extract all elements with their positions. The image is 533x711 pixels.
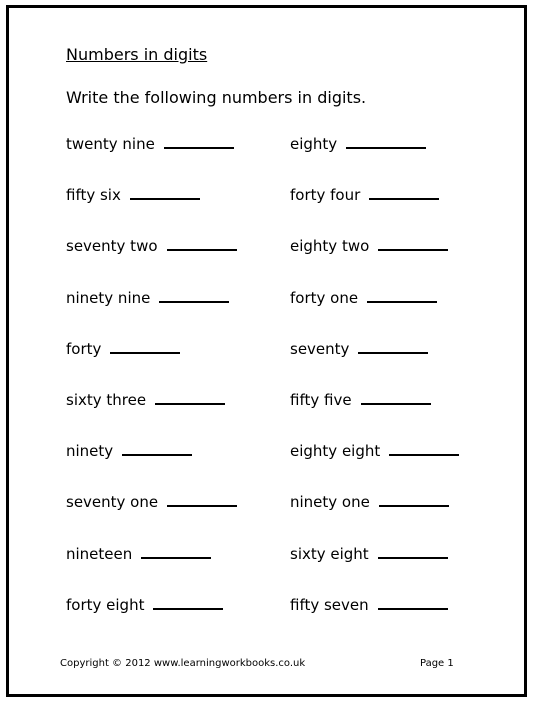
left-item bbox=[66, 237, 237, 255]
number-word: fifty seven bbox=[290, 596, 369, 614]
answer-blank[interactable] bbox=[153, 608, 223, 610]
number-word: ninety bbox=[66, 442, 114, 460]
left-item bbox=[66, 545, 211, 563]
left-item bbox=[66, 493, 237, 511]
right-item bbox=[290, 289, 437, 307]
number-word: seventy one bbox=[66, 493, 159, 511]
number-word: seventy two bbox=[66, 237, 158, 255]
number-word: forty bbox=[66, 340, 102, 358]
number-word: seventy bbox=[290, 340, 350, 358]
number-word: sixty three bbox=[66, 391, 147, 409]
footer-copyright: Copyright © 2012 www.learningworkbooks.co.uk bbox=[60, 658, 306, 669]
answer-blank[interactable] bbox=[110, 352, 180, 354]
worksheet-page bbox=[6, 5, 527, 697]
number-word: nineteen bbox=[66, 545, 133, 563]
answer-blank[interactable] bbox=[361, 403, 431, 405]
number-word: forty four bbox=[290, 186, 361, 204]
number-word: eighty two bbox=[290, 237, 370, 255]
number-word: forty eight bbox=[66, 596, 145, 614]
number-word: eighty eight bbox=[290, 442, 381, 460]
answer-blank[interactable] bbox=[379, 505, 449, 507]
answer-blank[interactable] bbox=[167, 505, 237, 507]
worksheet-instruction: Write the following numbers in digits. bbox=[66, 88, 367, 107]
number-word: forty one bbox=[290, 289, 359, 307]
right-item bbox=[290, 493, 449, 511]
left-item bbox=[66, 391, 225, 409]
number-word: fifty five bbox=[290, 391, 352, 409]
left-item bbox=[66, 596, 223, 614]
worksheet-title: Numbers in digits bbox=[66, 45, 208, 64]
answer-blank[interactable] bbox=[346, 147, 426, 149]
footer-page-number: Page 1 bbox=[420, 658, 454, 669]
answer-blank[interactable] bbox=[378, 249, 448, 251]
number-word: sixty eight bbox=[290, 545, 369, 563]
right-item bbox=[290, 596, 448, 614]
answer-blank[interactable] bbox=[130, 198, 200, 200]
answer-blank[interactable] bbox=[164, 147, 234, 149]
number-word: fifty six bbox=[66, 186, 121, 204]
answer-blank[interactable] bbox=[389, 454, 459, 456]
answer-blank[interactable] bbox=[141, 557, 211, 559]
right-item bbox=[290, 545, 448, 563]
answer-blank[interactable] bbox=[367, 301, 437, 303]
answer-blank[interactable] bbox=[358, 352, 428, 354]
left-item bbox=[66, 442, 192, 460]
right-item bbox=[290, 340, 428, 358]
answer-blank[interactable] bbox=[122, 454, 192, 456]
left-item bbox=[66, 186, 200, 204]
number-word: twenty nine bbox=[66, 135, 155, 153]
right-item bbox=[290, 391, 431, 409]
answer-blank[interactable] bbox=[167, 249, 237, 251]
answer-blank[interactable] bbox=[369, 198, 439, 200]
number-word: ninety one bbox=[290, 493, 370, 511]
answer-blank[interactable] bbox=[378, 557, 448, 559]
left-item bbox=[66, 340, 180, 358]
right-item bbox=[290, 186, 439, 204]
left-item bbox=[66, 289, 229, 307]
right-item bbox=[290, 135, 426, 153]
answer-blank[interactable] bbox=[159, 301, 229, 303]
left-item bbox=[66, 135, 234, 153]
number-word: ninety nine bbox=[66, 289, 151, 307]
right-item bbox=[290, 442, 459, 460]
answer-blank[interactable] bbox=[378, 608, 448, 610]
number-word: eighty bbox=[290, 135, 338, 153]
answer-blank[interactable] bbox=[155, 403, 225, 405]
right-item bbox=[290, 237, 448, 255]
